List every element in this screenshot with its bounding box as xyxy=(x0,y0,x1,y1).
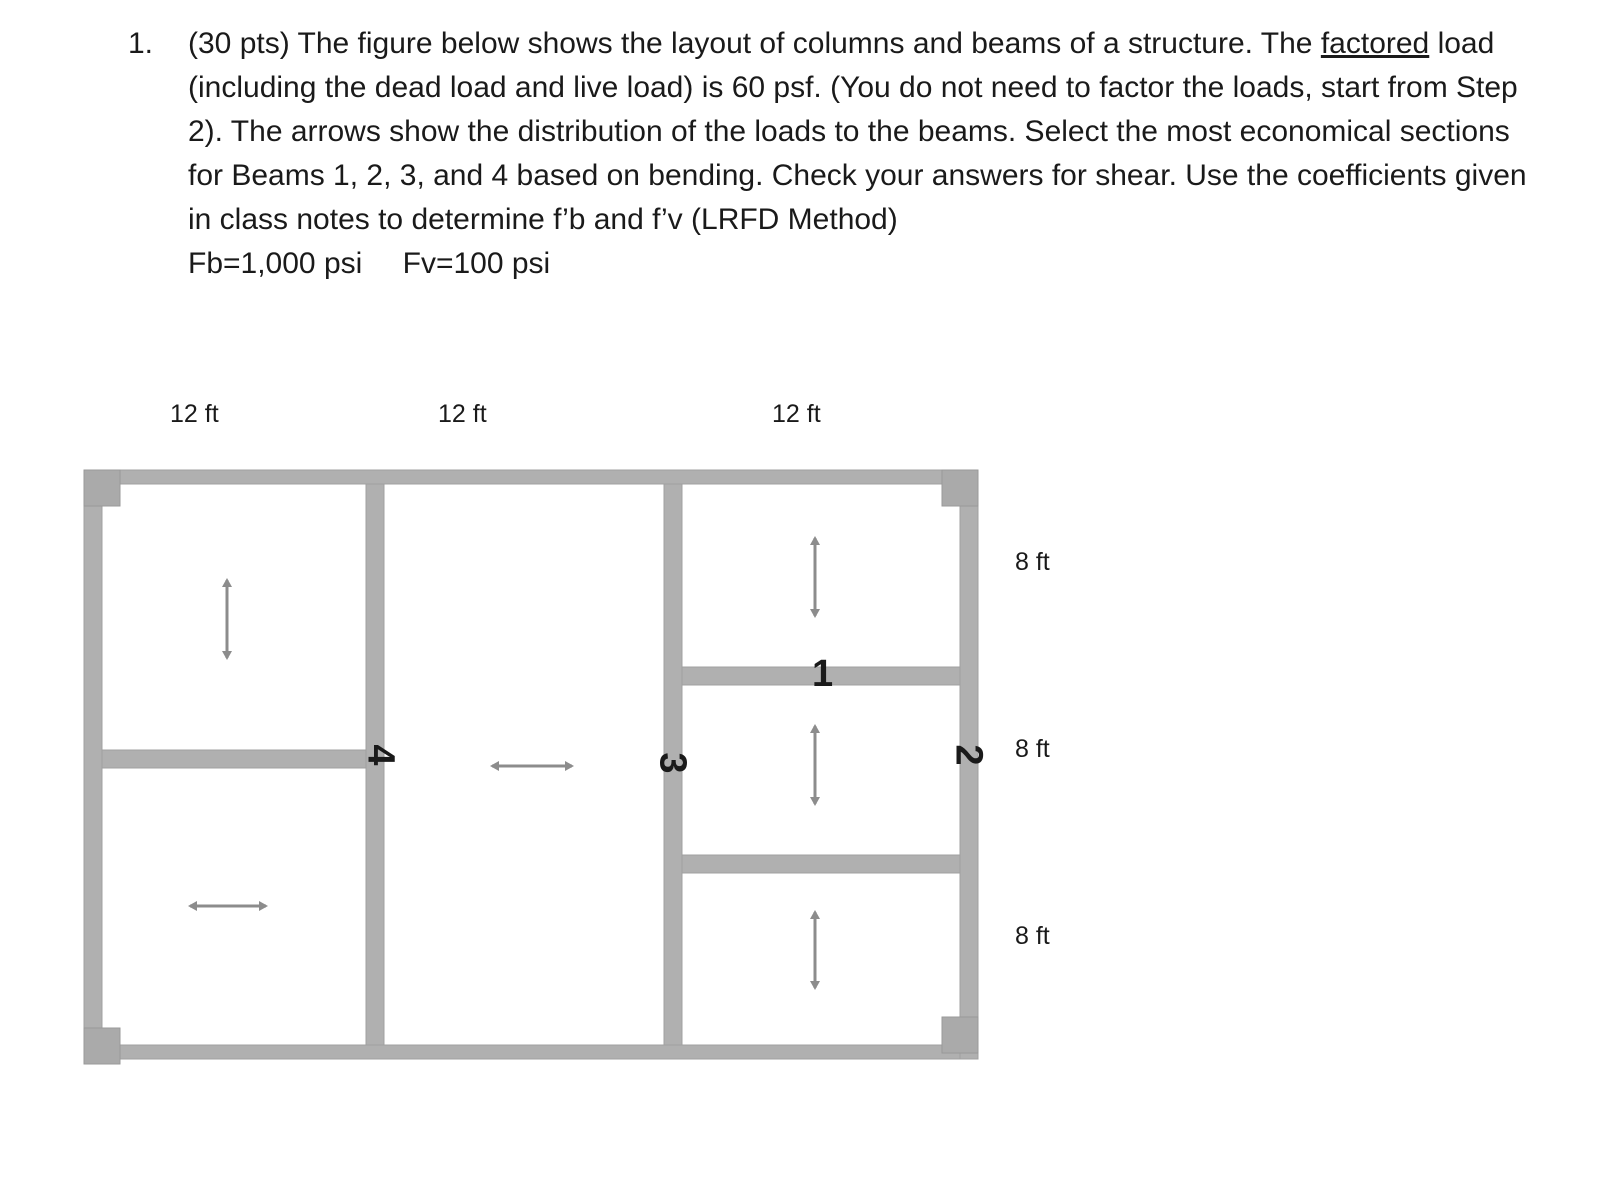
problem-text-rest: load (including the dead load and live load) is 60 psf. (You do not need to factor the loads, start from Step 2). The arrows show the distribution of the loads to the beams. Select the most economical sections for Beams 1, 2, 3, and 4 based on bending. Check your answers for shear. Use the coefficients given in class notes to determine f’b and f’v (LRFD Method) xyxy=(188,27,1527,236)
top-beam xyxy=(84,470,978,484)
span-label-middle: 12 ft xyxy=(438,400,487,428)
beam-3-label: 3 xyxy=(651,752,694,774)
problem-number: 1. xyxy=(128,27,154,60)
problem-text-intro: (30 pts) The figure below shows the layout of columns and beams of a structure. The xyxy=(188,27,1313,60)
fb-value: Fb=1,000 psi xyxy=(188,247,363,280)
lower-infill-beam xyxy=(682,855,960,873)
column-bottom-left xyxy=(84,1028,120,1064)
column-top-right xyxy=(942,470,978,506)
column-top-left xyxy=(84,470,120,506)
left-infill-beam xyxy=(102,750,366,768)
side-label-middle: 8 ft xyxy=(1015,735,1050,763)
side-label-bottom: 8 ft xyxy=(1015,922,1050,950)
beam-2-label: 2 xyxy=(947,744,990,766)
span-label-left: 12 ft xyxy=(170,400,219,428)
side-label-top: 8 ft xyxy=(1015,548,1050,576)
problem-text-underlined: factored xyxy=(1320,27,1430,60)
fv-value: Fv=100 psi xyxy=(402,247,551,280)
span-label-right: 12 ft xyxy=(772,400,821,428)
beam-1-label: 1 xyxy=(812,653,834,695)
column-bottom-right xyxy=(942,1017,978,1053)
bottom-beam xyxy=(84,1045,978,1059)
beam-4-label: 4 xyxy=(359,744,402,766)
left-beam xyxy=(84,470,102,1059)
